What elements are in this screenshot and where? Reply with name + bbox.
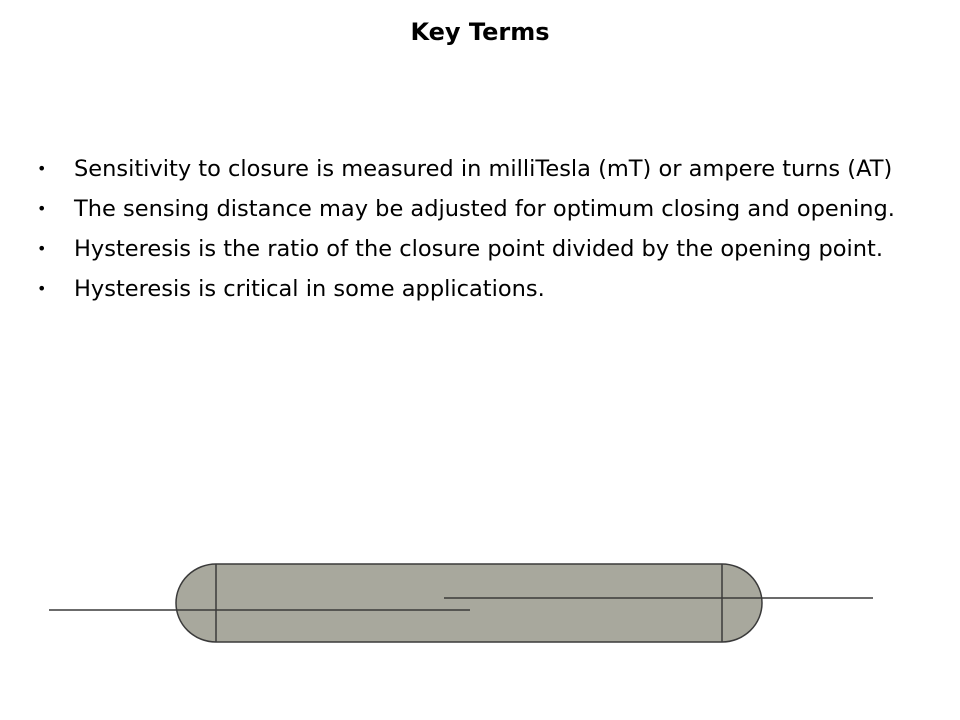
bullet-marker: • [37,279,47,298]
bullet-item [36,234,936,264]
bullet-text: Hysteresis is the ratio of the closure point divided by the opening point. [74,236,883,262]
bullet-item [36,154,936,184]
bullet-list [36,154,936,314]
bullet-text: Sensitivity to closure is measured in milliTesla (mT) or ampere turns (AT) [74,156,893,182]
reed-switch-capsule [176,564,762,642]
bullet-text: The sensing distance may be adjusted for optimum closing and opening. [74,196,895,222]
bullet-item [36,274,936,304]
reed-switch-illustration [0,540,960,670]
slide-title: Key Terms [410,18,550,46]
bullet-item [36,194,936,224]
bullet-marker: • [37,199,47,218]
bullet-marker: • [37,239,47,258]
bullet-text: Hysteresis is critical in some applications. [74,276,545,302]
bullet-marker: • [37,159,47,178]
